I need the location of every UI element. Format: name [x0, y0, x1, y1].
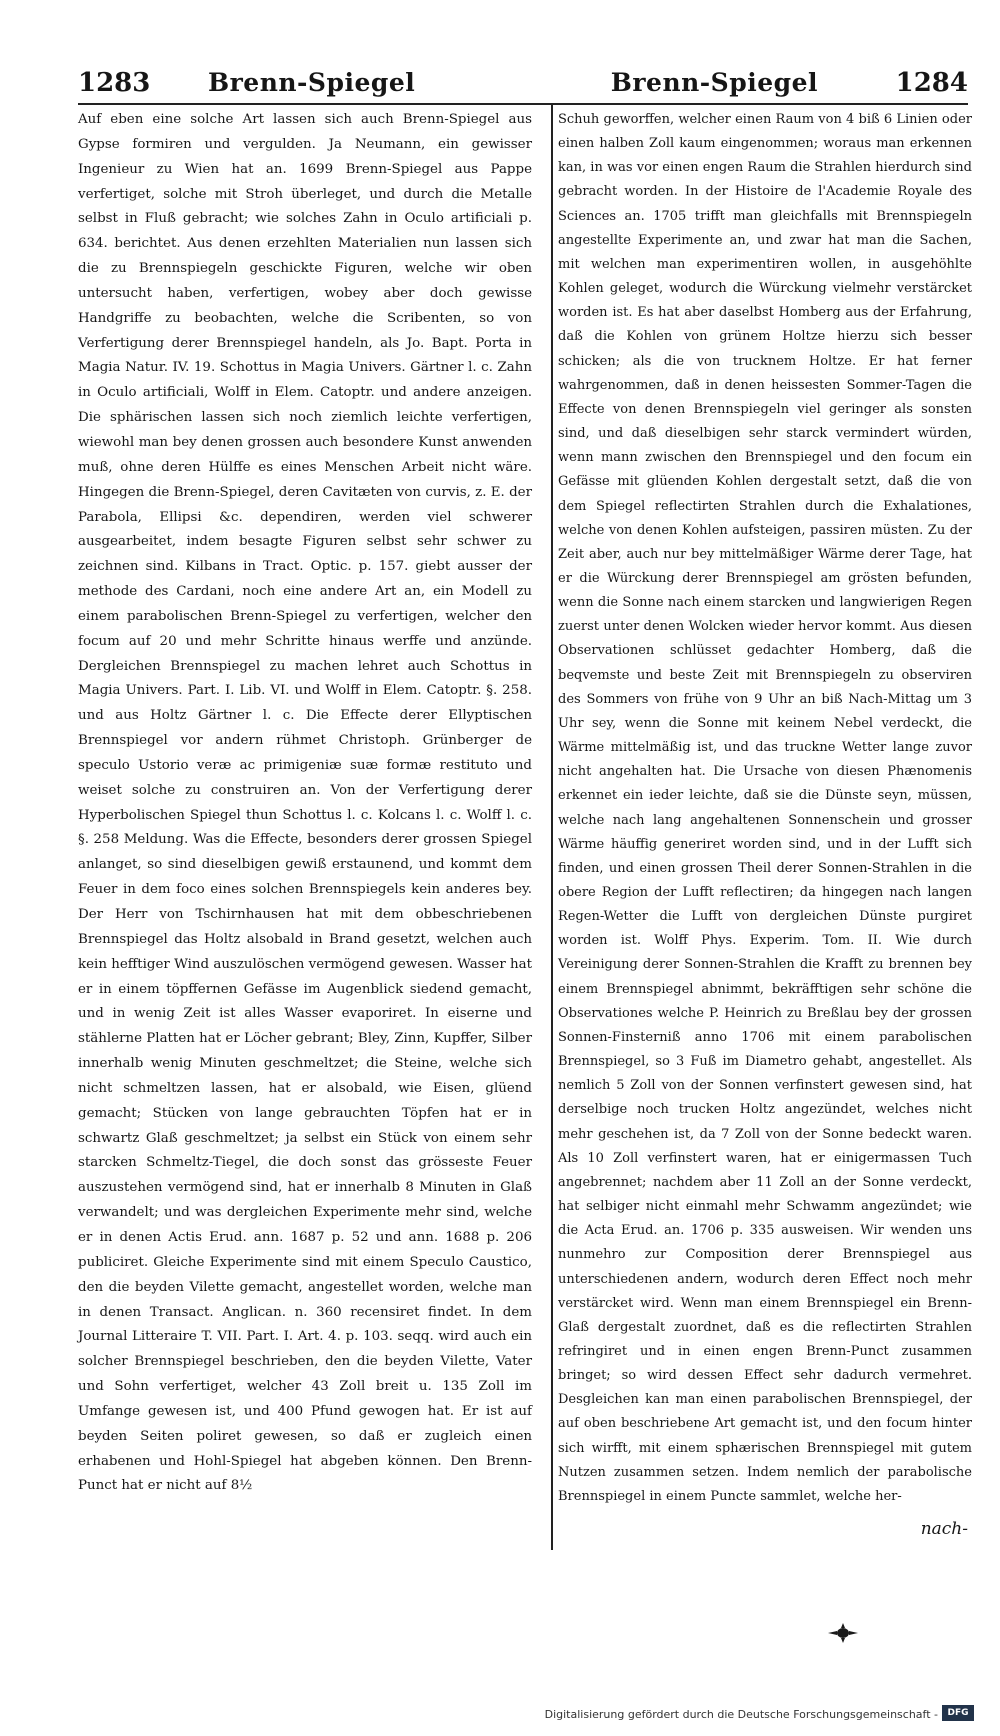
left-running-title: Brenn-Spiegel [208, 68, 416, 97]
left-column [78, 108, 532, 1499]
left-page-number: 1283 [78, 68, 151, 98]
printers-ornament-icon [826, 1622, 860, 1644]
digitization-note: Digitalisierung gefördert durch die Deutsche Forschungsgemeinschaft - [544, 1708, 938, 1721]
right-page-number: 1284 [895, 68, 968, 98]
right-column-text: Schuh geworffen, welcher einen Raum von 4 biß 6 Linien oder einen halben Zoll kaum eingenommen; woraus man erkennen kan, in was vor einen engen Raum die Strahlen hierdurch sind gebracht worden. In der Histoire de l'Academie Royale des Sciences an. 1705 trifft man gleichfalls mit Brennspiegeln angestellte Experimente an, und zwar hat man die Sachen, mit welchen man experimentiren wollen, in ausgehöhlte Kohlen geleget, wodurch die Würckung vielmehr verstärcket worden ist. Es hat aber daselbst Homberg aus der Erfahrung, daß die Kohlen von grünem Holtze hierzu sich besser schicken; als die von trucknem Holtze. Er hat ferner wahrgenommen, daß in denen heissesten Sommer-Tagen die Effecte von denen Brennspiegeln viel geringer als sonsten sind, und daß dieselbigen sehr starck vermindert würden, wenn mann zwischen den Brennspiegel und den focum ein Gefässe mit glüenden Kohlen dergestalt setzt, daß die von dem Spiegel reflectirten Strahlen durch die Exhalationes, welche von denen Kohlen aufsteigen, passiren müsten. Zu der Zeit aber, auch nur bey mittelmäßiger Wärme derer Tage, hat er die Würckung derer Brennspiegel am grösten befunden, wenn die Sonne nach einem starcken und langwierigen Regen zuerst unter denen Wolcken wieder hervor kommt. Aus diesen Observationen schlüsset gedachter Homberg, daß die beqvemste und beste Zeit mit Brennspiegeln zu observiren des Sommers von frühe von 9 Uhr an biß Nach-Mittag um 3 Uhr sey, wenn die Sonne mit keinem Nebel verdeckt, die Wärme mittelmäßig ist, und das truckne Wetter lange zuvor nicht angehalten hat. Die Ursache von diesen Phænomenis erkennet ein ieder leichte, daß sie die Dünste seyn, müssen, welche nach lang angehaltenen Sonnenschein und grosser Wärme häuffig generiret worden sind, und in der Lufft sich finden, und einen grossen Theil derer Sonnen-Strahlen in die obere Region der Lufft reflectiren; da hingegen nach langen Regen-Wetter die Lufft von dergleichen Dünste purgiret worden ist. Wolff Phys. Experim. Tom. II. Wie durch Vereinigung derer Sonnen-Strahlen die Krafft zu brennen bey einem Brennspiegel abnimmt, bekräfftigen sehr schöne die Observationes welche P. Heinrich zu Breßlau bey der grossen Sonnen-Finsterniß anno 1706 mit einem parabolischen Brennspiegel, so 3 Fuß im Diametro gehabt, angestellet. Als nemlich 5 Zoll von der Sonnen verfinstert gewesen sind, hat derselbige noch trucken Holtz angezündet, welches nicht mehr geschehen ist, da 7 Zoll von der Sonne bedeckt waren. Als 10 Zoll verfinstert waren, hat er einigermassen Tuch angebrennet; nachdem aber 11 Zoll an der Sonne verdeckt, hat selbiger nicht einmahl mehr Schwamm angezündet; wie die Acta Erud. an. 1706 p. 335 ausweisen. Wir wenden uns nunmehro zur Composition derer Brennspiegel aus unterschiedenen andern, wodurch deren Effect noch mehr verstärcket wird. Wenn man einem Brennspiegel ein Brenn-Glaß dergestalt zuordnet, daß es die reflectirten Strahlen refringiret und in einen engen Brenn-Punct zusammen bringet; so wird dessen Effect sehr dadurch vermehret. Desgleichen kan man einen parabolischen Brennspiegel, der auf oben beschriebene Art gemacht ist, und den focum hinter sich wirfft, mit einem sphærischen Brennspiegel mit gutem Nutzen zusammen setzen. Indem nemlich der parabolische Brennspiegel in einem Puncte sammlet, welche her- [558, 112, 972, 1504]
dfg-logo: DFG [942, 1705, 974, 1721]
right-running-title: Brenn-Spiegel [610, 68, 818, 97]
page-header [78, 68, 968, 108]
header-rule [78, 103, 968, 105]
left-column-text: Auf eben eine solche Art lassen sich auch Brenn-Spiegel aus Gypse formiren und vergulden. Ja Neumann, ein gewisser Ingenieur zu Wien hat an. 1699 Brenn-Spiegel aus Pappe verfertiget, solche mit Stroh überleget, und durch die Metalle selbst in Fluß gebracht; wie solches Zahn in Oculo artificiali p. 634. berichtet. Aus denen erzehlten Materialien nun lassen sich die zu Brennspiegeln geschickte Figuren, welche wir oben untersucht haben, verfertigen, wobey aber doch gewisse Handgriffe zu beobachten, welche die Scribenten, so von Verfertigung derer Brennspiegel handeln, als Jo. Bapt. Porta in Magia Natur. IV. 19. Schottus in Magia Univers. Gärtner l. c. Zahn in Oculo artificiali, Wolff in Elem. Catoptr. und andere anzeigen. Die sphärischen lassen sich noch ziemlich leichte verfertigen, wiewohl man bey denen grossen auch besondere Kunst anwenden muß, ohne deren Hülffe es eines Menschen Arbeit nicht wäre. Hingegen die Brenn-Spiegel, deren Cavitæten von curvis, z. E. der Parabola, Ellipsi &c. dependiren, werden viel schwerer ausgearbeitet, indem besagte Figuren selbst sehr schwer zu zeichnen sind. Kilbans in Tract. Optic. p. 157. giebt ausser der methode des Cardani, noch eine andere Art an, ein Modell zu einem parabolischen Brenn-Spiegel zu verfertigen, welcher den focum auf 20 und mehr Schritte hinaus werffe und anzünde. Dergleichen Brennspiegel zu machen lehret auch Schottus in Magia Univers. Part. I. Lib. VI. und Wolff in Elem. Catoptr. §. 258. und aus Holtz Gärtner l. c. Die Effecte derer Ellyptischen Brennspiegel vor andern rühmet Christoph. Grünberger de speculo Ustorio veræ ac primigeniæ suæ formæ restituto und weiset solche zu construiren an. Von der Verfertigung derer Hyperbolischen Spiegel thun Schottus l. c. Kolcans l. c. Wolff l. c. §. 258 Meldung. Was die Effecte, besonders derer grossen Spiegel anlanget, so sind dieselbigen gewiß erstaunend, und kommt dem Feuer in dem foco eines solchen Brennspiegels kein anderes bey. Der Herr von Tschirnhausen hat mit dem obbeschriebenen Brennspiegel das Holtz alsobald in Brand gesetzt, welchen auch kein hefftiger Wind auszulöschen vermögend gewesen. Wasser hat er in einem töpffernen Gefässe im Augenblick siedend gemacht, und in wenig Zeit ist alles Wasser evaporiret. In eiserne und stählerne Platten hat er Löcher gebrant; Bley, Zinn, Kupffer, Silber innerhalb wenig Minuten geschmeltzet; die Steine, welche sich nicht schmeltzen lassen, hat er alsobald, wie Eisen, glüend gemacht; Stücken von lange gebrauchten Töpfen hat er in schwartz Glaß geschmeltzet; ja selbst ein Stück von einem sehr starcken Schmeltz-Tiegel, die doch sonst das grösseste Feuer auszustehen vermögend sind, hat er innerhalb 8 Minuten in Glaß verwandelt; und was dergleichen Experimente mehr sind, welche er in denen Actis Erud. ann. 1687 p. 52 und ann. 1688 p. 206 publiciret. Gleiche Experimente sind mit einem Speculo Caustico, den die beyden Vilette gemacht, angestellet worden, welche man in denen Transact. Anglican. n. 360 recensiret findet. In dem Journal Litteraire T. VII. Part. I. Art. 4. p. 103. seqq. wird auch ein solcher Brennspiegel beschrieben, den die beyden Vilette, Vater und Sohn verfertiget, welcher 43 Zoll breit u. 135 Zoll im Umfange gewesen ist, und 400 Pfund gewogen hat. Er ist auf beyden Seiten poliret gewesen, so daß er zugleich einen erhabenen und Hohl-Spiegel hat abgeben können. Den Brenn-Punct hat er nicht auf 8½ [78, 112, 532, 1494]
catchword: nach- [920, 1519, 968, 1539]
column-divider [551, 103, 553, 1550]
right-column [558, 108, 972, 1509]
